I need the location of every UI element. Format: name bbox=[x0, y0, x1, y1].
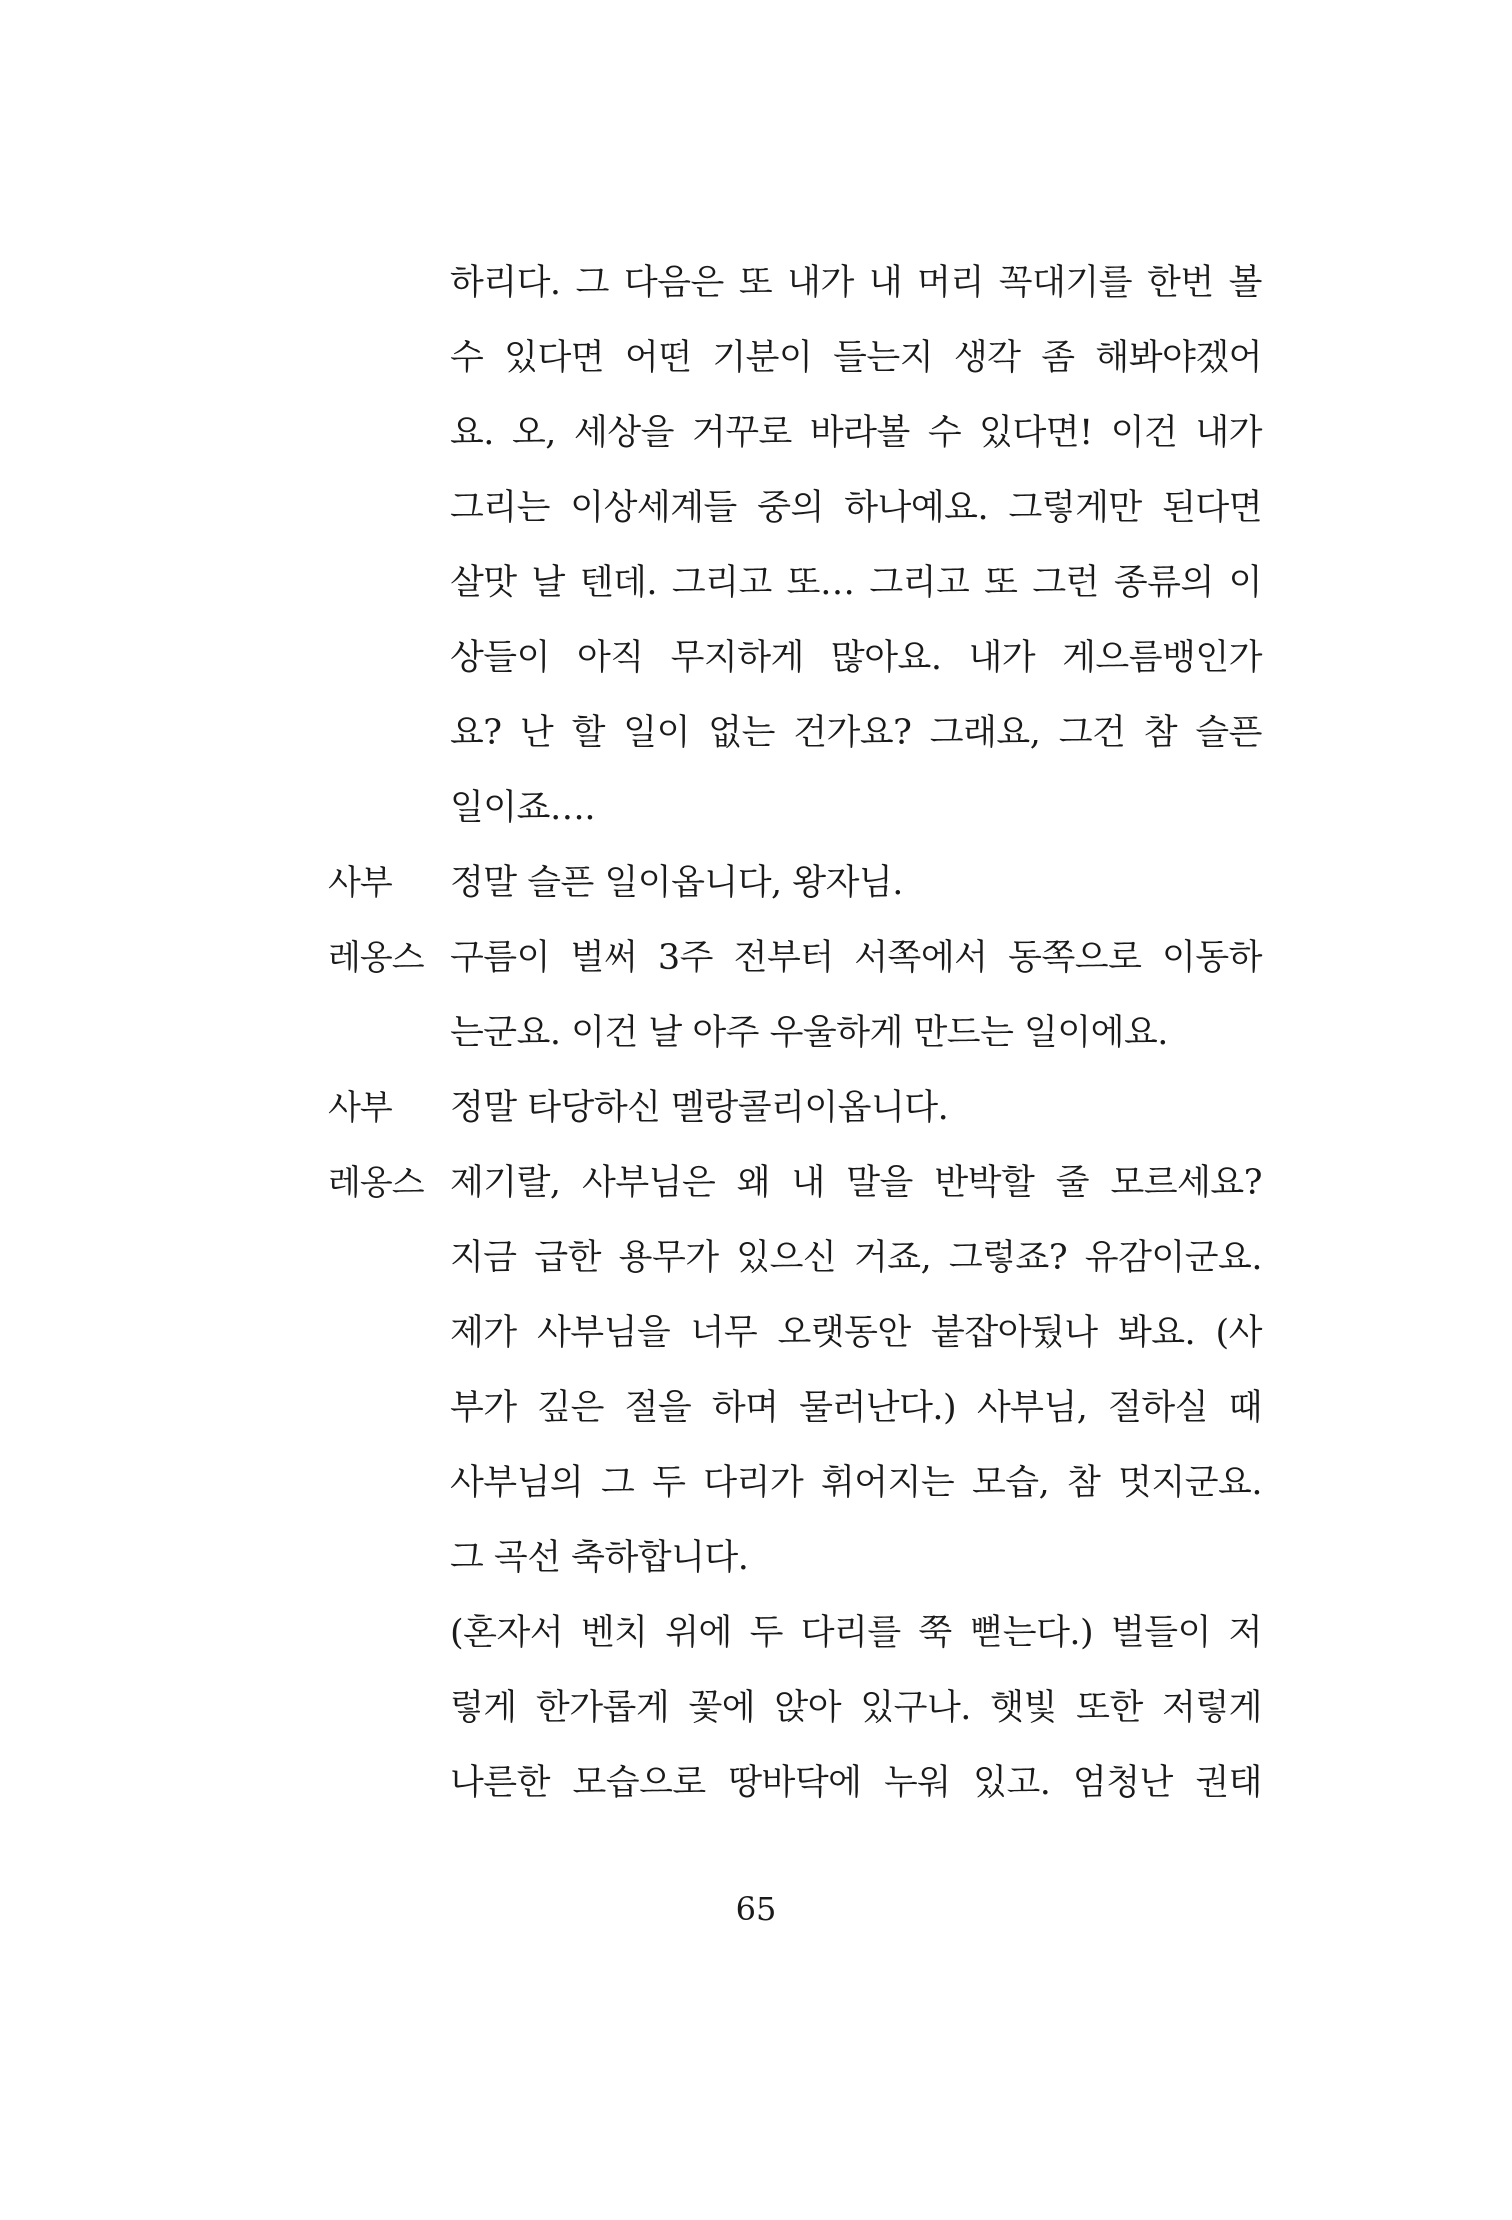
line-text: 살맛 날 텐데. 그리고 또… 그리고 또 그런 종류의 이 bbox=[450, 563, 1262, 603]
text-line bbox=[328, 771, 1268, 846]
page-number: 65 bbox=[735, 1890, 777, 1928]
line-text: 수 있다면 어떤 기분이 들는지 생각 좀 해봐야겠어 bbox=[450, 338, 1262, 378]
line-text: 제기랄, 사부님은 왜 내 말을 반박할 줄 모르세요? bbox=[450, 1163, 1262, 1203]
speaker-label-leonce: 레옹스 bbox=[328, 938, 424, 978]
text-line bbox=[328, 1446, 1268, 1521]
text-line bbox=[328, 846, 1268, 921]
line-text: 는군요. 이건 날 아주 우울하게 만드는 일이에요. bbox=[450, 1013, 1168, 1053]
text-line bbox=[328, 1221, 1268, 1296]
line-text: 부가 깊은 절을 하며 물러난다.) 사부님, 절하실 때 bbox=[450, 1388, 1262, 1428]
text-line bbox=[328, 696, 1268, 771]
speaker-label-sabu: 사부 bbox=[328, 863, 392, 903]
line-text: 제가 사부님을 너무 오랫동안 붙잡아뒀나 봐요. (사 bbox=[450, 1313, 1262, 1353]
line-text: 요. 오, 세상을 거꾸로 바라볼 수 있다면! 이건 내가 bbox=[450, 413, 1262, 453]
line-text: 지금 급한 용무가 있으신 거죠, 그렇죠? 유감이군요. bbox=[450, 1238, 1262, 1278]
text-line bbox=[328, 546, 1268, 621]
line-text: 상들이 아직 무지하게 많아요. 내가 게으름뱅인가 bbox=[450, 638, 1262, 678]
dialogue-text-block bbox=[328, 246, 1268, 1821]
text-line bbox=[328, 246, 1268, 321]
line-text: 정말 슬픈 일이옵니다, 왕자님. bbox=[450, 863, 903, 903]
line-text: 사부님의 그 두 다리가 휘어지는 모습, 참 멋지군요. bbox=[450, 1463, 1262, 1503]
line-text: 구름이 벌써 3주 전부터 서쪽에서 동쪽으로 이동하 bbox=[450, 938, 1262, 978]
line-text: 나른한 모습으로 땅바닥에 누워 있고. 엄청난 권태 bbox=[450, 1763, 1262, 1803]
text-line bbox=[328, 1371, 1268, 1446]
text-line bbox=[328, 1071, 1268, 1146]
line-text: 정말 타당하신 멜랑콜리이옵니다. bbox=[450, 1088, 949, 1128]
text-line bbox=[328, 1521, 1268, 1596]
text-line bbox=[328, 1596, 1268, 1671]
text-line bbox=[328, 471, 1268, 546]
speaker-label-leonce: 레옹스 bbox=[328, 1163, 424, 1203]
text-line bbox=[328, 396, 1268, 471]
line-text: 일이죠…. bbox=[450, 788, 596, 828]
line-text: (혼자서 벤치 위에 두 다리를 쭉 뻗는다.) 벌들이 저 bbox=[450, 1613, 1262, 1653]
text-line bbox=[328, 1746, 1268, 1821]
text-line bbox=[328, 321, 1268, 396]
line-text: 렇게 한가롭게 꽃에 앉아 있구나. 햇빛 또한 저렇게 bbox=[450, 1688, 1262, 1728]
text-line bbox=[328, 1296, 1268, 1371]
line-text: 하리다. 그 다음은 또 내가 내 머리 꼭대기를 한번 볼 bbox=[450, 263, 1262, 303]
text-line bbox=[328, 621, 1268, 696]
text-line bbox=[328, 996, 1268, 1071]
text-line bbox=[328, 921, 1268, 996]
speaker-label-sabu: 사부 bbox=[328, 1088, 392, 1128]
line-text: 요? 난 할 일이 없는 건가요? 그래요, 그건 참 슬픈 bbox=[450, 713, 1262, 753]
line-text: 그 곡선 축하합니다. bbox=[450, 1538, 749, 1578]
text-line bbox=[328, 1671, 1268, 1746]
text-line bbox=[328, 1146, 1268, 1221]
line-text: 그리는 이상세계들 중의 하나예요. 그렇게만 된다면 bbox=[450, 488, 1262, 528]
